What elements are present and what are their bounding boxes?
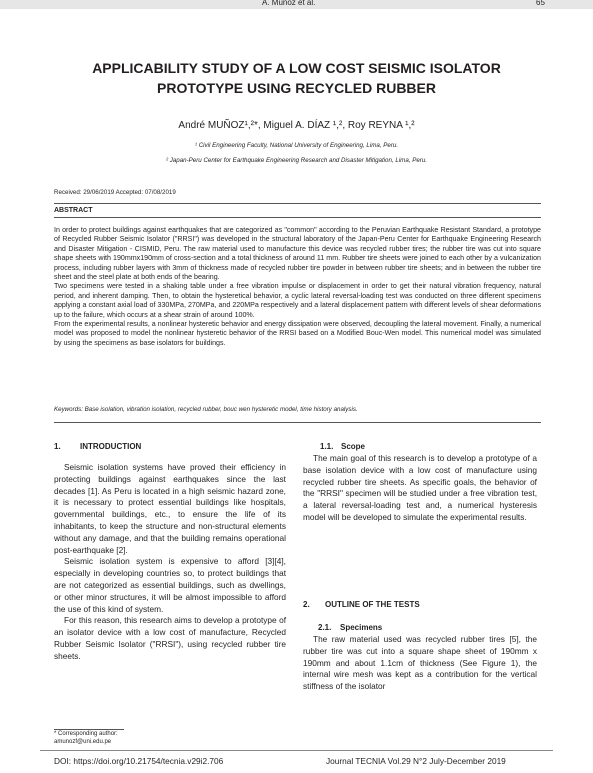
affiliation-2: ² Japan-Peru Center for Earthquake Engineering Research and Disaster Mitigation, Lima, Peru. [165,157,428,164]
section-heading-scope: Scope [341,442,366,451]
body-paragraph: For this reason, this research aims to develop a prototype of an isolator device with a low cost of manufacture, Recycled Rubber Seismic Isolator ("RRSI"), using recycled rubber tire sheets. [54,615,286,661]
abstract-heading: ABSTRACT [54,207,93,214]
abstract-paragraph: From the experimental results, a nonlinear hysteretic behavior and energy dissipation were observed, decoupling the lateral movement. Finally, a numerical model was proposed to model the nonlinear hysteretic behavior of the RRSI based on a Modified Bouc-Wen model. This numerical model was simulated by using the specimens as base isolators for buildings. [54,320,541,347]
section-heading-specimens: Specimens [340,623,383,632]
page-number: 65 [536,0,545,7]
abstract-heading-rule [54,217,541,218]
body-paragraph: The raw material used was recycled rubber tires [5], the rubber tire was cut into a square shape sheet of 190mm x 190mm and about 1.1cm of thickness (See Figure 1), the internal wire mesh was kept as a contribution for the vertical stiffness of the isolator [303,634,537,692]
section-heading-outline: OUTLINE OF THE TESTS [325,600,420,609]
section-number-scope: 1.1. [320,442,334,451]
abstract-body [54,226,541,348]
footnote-label: * Corresponding author: [54,731,118,737]
footer-rule [40,750,553,751]
abstract-paragraph: Two specimens were tested in a shaking table under a free vibration impulse or displacement in order to get their natural vibration frequency, natural period, and inherent damping. Then, to obtain the hysteretical behavior, a cyclic lateral reversal-loading test was conducted on three different specimens applying a constant axial load of 330MPa, 270MPa, and 220MPa respectively and a lateral displacement pattern with different levels of shear deformations up to the failure, which occurs at a shear strain of around 100%. [54,282,541,319]
affiliation-1: ¹ Civil Engineering Faculty, National University of Engineering, Lima, Peru. [194,142,399,149]
section-heading-introduction: INTRODUCTION [80,442,142,451]
body-paragraph: The main goal of this research is to develop a prototype of a base isolation device with a low cost of manufacture using recycled rubber tire sheets. As specific goals, the behavior of the "RRSI" specimen will be studied under a free vibration test, a lateral reversal-loading test and, a numerical hysteresis model will be developed to simulate the experimental results. [303,453,537,522]
received-dates: Received: 29/06/2019 Accepted: 07/08/2019 [54,189,176,196]
journal-citation: Journal TECNIA Vol.29 N°2 July-December 2019 [326,756,506,766]
abstract-top-rule [54,203,541,204]
keywords: Keywords: Base isolation, vibration isolation, recycled rubber, bouc wen hysteretic model, time history analysis. [54,406,358,413]
title-line-2: PROTOTYPE USING RECYCLED RUBBER [157,80,436,96]
paper-title [40,58,553,98]
doi-link[interactable]: DOI: https://doi.org/10.21754/tecnia.v29i2.706 [54,756,224,766]
section-number-specimens: 2.1. [318,623,332,632]
section-number-outline: 2. [303,600,310,609]
scope-column [303,453,537,524]
title-line-1: APPLICABILITY STUDY OF A LOW COST SEISMIC ISOLATOR [92,60,501,76]
section-number-introduction: 1. [54,442,61,451]
footnote-email: amunozf@uni.edu.pe [54,739,112,745]
abstract-paragraph: In order to protect buildings against earthquakes that are categorized as "common" according to the Peruvian Earthquake Resistant Standard, a prototype of Recycled Rubber Seismic Isolator ("RRSI") was developed in the structural laboratory of the Japan-Peru Center for Earthquake Engineering Research and Disaster Mitigation - CISMID, Peru. The raw material used to manufacture this device was recycled rubber tires; the rubber tire was cut into square shape sheets with 190mmx190mm of cross-section and a total thickness of around 11 mm. Rubber tire sheets were joined to each other by a vulcanization process, including rubber layers with 3mm of thickness made of recycled rubber tire powder in between rubber tire sheets; and in between the rubber tire sheet and the steel plate at both ends of the bearing. [54,226,541,282]
footnote-rule [54,729,124,730]
running-header-authors: A. Muñoz et al. [262,0,316,7]
abstract-bottom-rule [54,422,541,423]
body-paragraph: Seismic isolation systems have proved their efficiency in protecting buildings against earthquakes since the last decades [1]. As Peru is located in a high seismic hazard zone, it is necessary to protect essential buildings like hospitals, governmental buildings, etc., to ensure the life of its inhabitants, to keep the structure and non-structural elements without any damage, and that the building remains operational post-earthquake [2]. [54,462,286,555]
specimens-column [303,634,537,693]
introduction-column [54,462,286,663]
author-list: André MUÑOZ¹,²*, Miguel A. DÍAZ ¹,², Roy REYNA ¹,² [178,120,415,131]
body-paragraph: Seismic isolation system is expensive to afford [3][4], especially in developing countries so, to protect buildings that are not categorized as essential buildings, such as dwellings, or other minor structures, it will be almost impossible to afford the use of this kind of system. [54,556,286,614]
